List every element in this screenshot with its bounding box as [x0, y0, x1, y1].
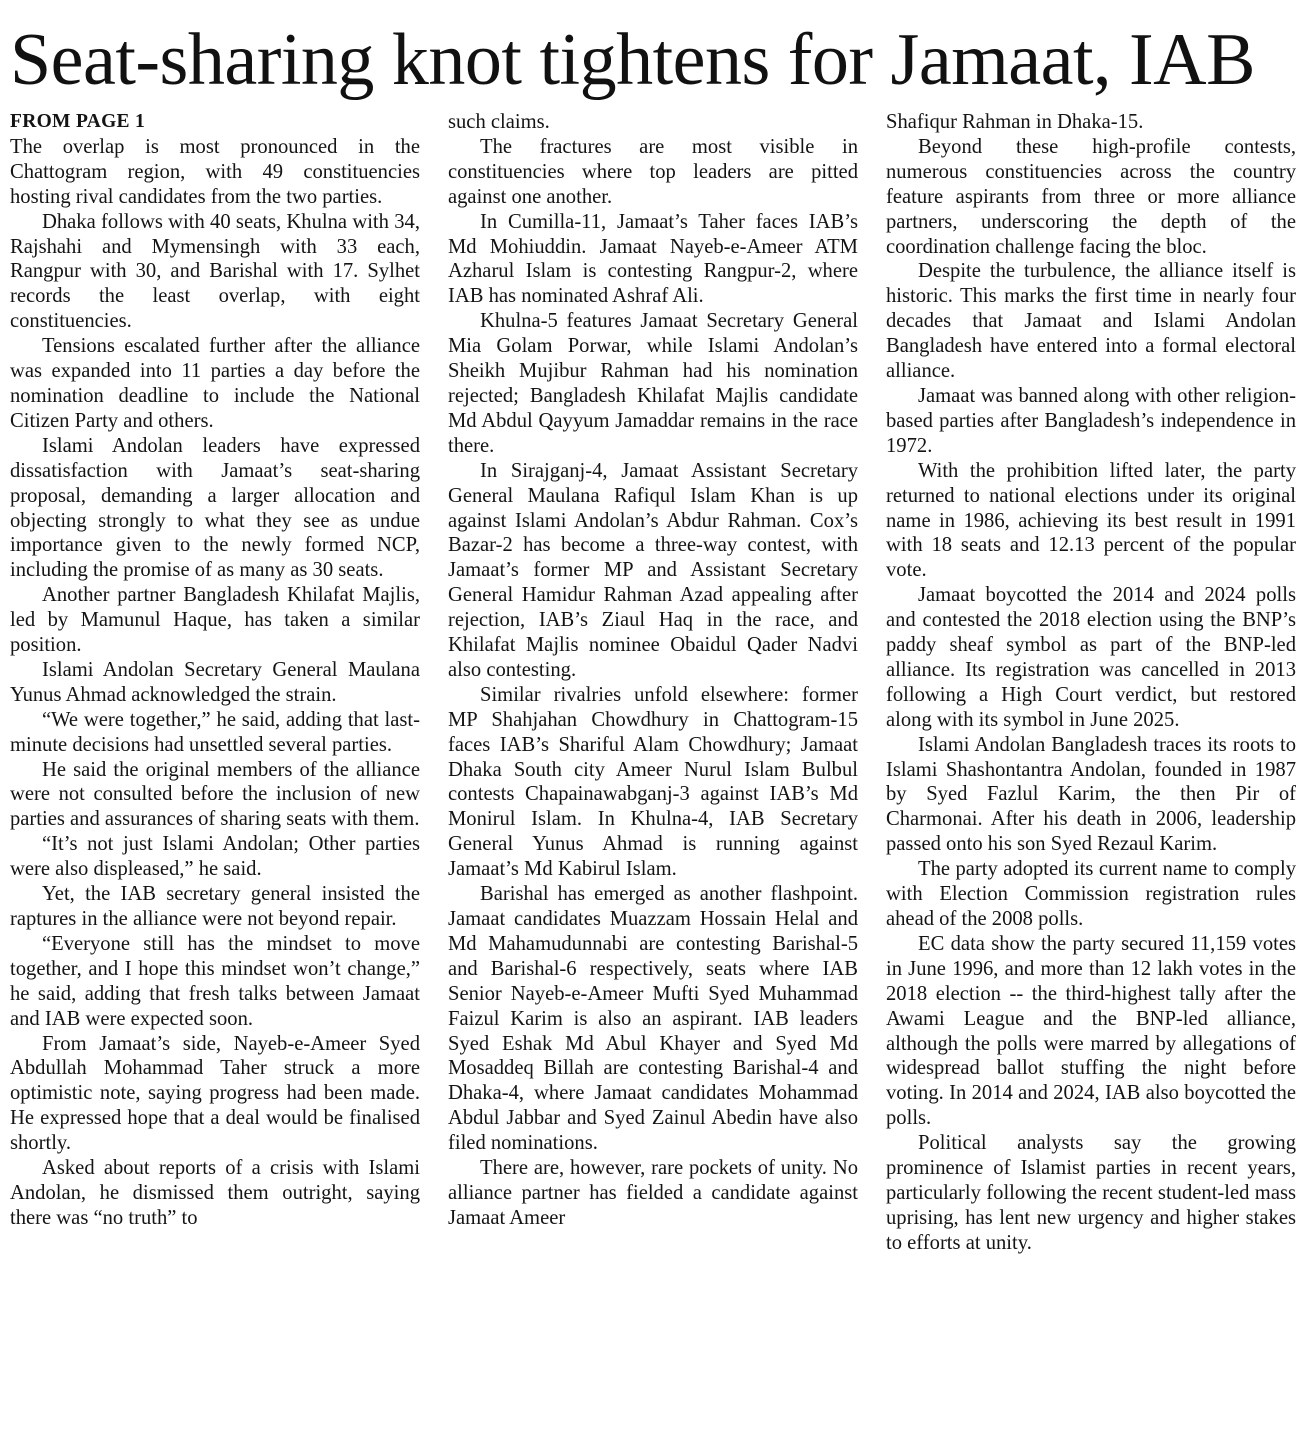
- paragraph: Islami Andolan leaders have expressed dissatisfaction with Jamaat’s seat-sharing proposal, demanding a larger allocation and objecting strongly to what they see as undue importance given to the newly formed NCP, including the promise of as many as 30 seats.: [10, 434, 420, 582]
- paragraph: “Everyone still has the mindset to move together, and I hope this mindset won’t change,” he said, adding that fresh talks between Jamaat and IAB were expected soon.: [10, 932, 420, 1030]
- paragraph: EC data show the party secured 11,159 votes in June 1996, and more than 12 lakh votes in the 2018 election -- the third-highest tally after the Awami League and the BNP-led alliance, although the polls were marred by allegations of widespread ballot stuffing the night before voting. In 2014 and 2024, IAB also boycotted the polls.: [886, 932, 1296, 1130]
- paragraph: Jamaat boycotted the 2014 and 2024 polls and contested the 2018 election using the BNP’s paddy sheaf symbol as part of the BNP-led alliance. Its registration was cancelled in 2013 following a High Court verdict, but restored along with its symbol in June 2025.: [886, 584, 1296, 731]
- paragraph: In Cumilla-11, Jamaat’s Taher faces IAB’s Md Mohiuddin. Jamaat Nayeb-e-Ameer ATM Azharul Islam is contesting Rangpur-2, where IAB has nominated Ashraf Ali.: [448, 210, 858, 308]
- paragraph: “It’s not just Islami Andolan; Other parties were also displeased,” he said.: [10, 833, 420, 881]
- paragraph: The fractures are most visible in constituencies where top leaders are pitted against one another.: [448, 135, 858, 208]
- paragraph: The party adopted its current name to comply with Election Commission registration rules ahead of the 2008 polls.: [886, 858, 1296, 930]
- paragraph: The overlap is most pronounced in the Chattogram region, with 49 constituencies hosting rival candidates from the two parties.: [10, 135, 420, 208]
- paragraph: Asked about reports of a crisis with Islami Andolan, he dismissed them outright, saying there was “no truth” to: [10, 1157, 420, 1229]
- paragraph: From Jamaat’s side, Nayeb-e-Ameer Syed Abdullah Mohammad Taher struck a more optimistic note, saying progress had been made. He expressed hope that a deal would be finalised shortly.: [10, 1032, 420, 1155]
- paragraph: Dhaka follows with 40 seats, Khulna with 34, Rajshahi and Mymensingh with 33 each, Rangpur with 30, and Barishal with 17. Sylhet records the least overlap, with eight constituencies.: [10, 210, 420, 333]
- paragraph: such claims.: [448, 111, 550, 133]
- paragraph: Islami Andolan Bangladesh traces its roots to Islami Shashontantra Andolan, founded in 1987 by Syed Fazlul Karim, the then Pir of Charmonai. After his death in 2006, leadership passed onto his son Syed Rezaul Karim.: [886, 733, 1296, 856]
- paragraph: Shafiqur Rahman in Dhaka-15.: [886, 111, 1144, 133]
- paragraph: He said the original members of the alliance were not consulted before the inclusion of new parties and assurances of sharing seats with them.: [10, 758, 420, 831]
- paragraph: “We were together,” he said, adding that last-minute decisions had unsettled several parties.: [10, 708, 420, 756]
- paragraph: Islami Andolan Secretary General Maulana Yunus Ahmad acknowledged the strain.: [10, 658, 420, 706]
- paragraph: Similar rivalries unfold elsewhere: former MP Shahjahan Chowdhury in Chattogram-15 faces IAB’s Shariful Alam Chowdhury; Jamaat Dhaka South city Ameer Nurul Islam Bulbul contests Chapainawabganj-3 against IAB’s Md Monirul Islam. In Khulna-4, IAB Secretary General Yunus Ahmad is running against Jamaat’s Md Kabirul Islam.: [448, 683, 858, 881]
- paragraph: Political analysts say the growing prominence of Islamist parties in recent years, particularly following the recent student-led mass uprising, has lent new urgency and higher stakes to efforts at unity.: [886, 1132, 1296, 1254]
- paragraph: With the prohibition lifted later, the party returned to national elections under its original name in 1986, achieving its best result in 1991 with 18 seats and 12.13 percent of the popular vote.: [886, 459, 1296, 582]
- kicker: FROM PAGE 1: [10, 111, 146, 132]
- paragraph: Barishal has emerged as another flashpoint. Jamaat candidates Muazzam Hossain Helal and Md Mahamudunnabi are contesting Barishal-5 and Barishal-6 respectively, seats where IAB Senior Nayeb-e-Ameer Mufti Syed Muhammad Faizul Karim is also an aspirant. IAB leaders Syed Eshak Md Abul Khayer and Syed Md Mosaddeq Billah are contesting Barishal-4 and Dhaka-4, where Jamaat candidates Mohammad Abdul Jabbar and Syed Zainul Abedin have also filed nominations.: [448, 883, 858, 1155]
- paragraph: Tensions escalated further after the alliance was expanded into 11 parties a day before the nomination deadline to include the National Citizen Party and others.: [10, 335, 420, 432]
- article-column-1: [10, 110, 420, 1231]
- paragraph: In Sirajganj-4, Jamaat Assistant Secretary General Maulana Rafiqul Islam Khan is up against Islami Andolan’s Abdur Rahman. Cox’s Bazar-2 has become a three-way contest, with Jamaat’s former MP and Assistant Secretary General Hamidur Rahman Azad appealing after rejection, IAB’s Ziaul Haq in the race, and Khilafat Majlis nominee Obaidul Qader Nadvi also contesting.: [448, 459, 858, 681]
- headline: Seat-sharing knot tightens for Jamaat, IAB: [10, 19, 1255, 101]
- paragraph: Jamaat was banned along with other religion-based parties after Bangladesh’s independence in 1972.: [886, 384, 1296, 457]
- article-column-3: [886, 110, 1296, 1256]
- paragraph: There are, however, rare pockets of unity. No alliance partner has fielded a candidate against Jamaat Ameer: [448, 1157, 858, 1229]
- paragraph: Despite the turbulence, the alliance itself is historic. This marks the first time in nearly four decades that Jamaat and Islami Andolan Bangladesh have entered into a formal electoral alliance.: [886, 260, 1296, 383]
- article-column-2: [448, 110, 858, 1231]
- paragraph: Yet, the IAB secretary general insisted the raptures in the alliance were not beyond repair.: [10, 883, 420, 930]
- paragraph: Beyond these high-profile contests, numerous constituencies across the country feature aspirants from three or more alliance partners, underscoring the depth of the coordination challenge facing the bloc.: [886, 135, 1296, 258]
- paragraph: Another partner Bangladesh Khilafat Majlis, led by Mamunul Haque, has taken a similar position.: [10, 584, 420, 657]
- paragraph: Khulna-5 features Jamaat Secretary General Mia Golam Porwar, while Islami Andolan’s Sheikh Mujibur Rahman had his nomination rejected; Bangladesh Khilafat Majlis candidate Md Abdul Qayyum Jamaddar remains in the race there.: [448, 310, 858, 457]
